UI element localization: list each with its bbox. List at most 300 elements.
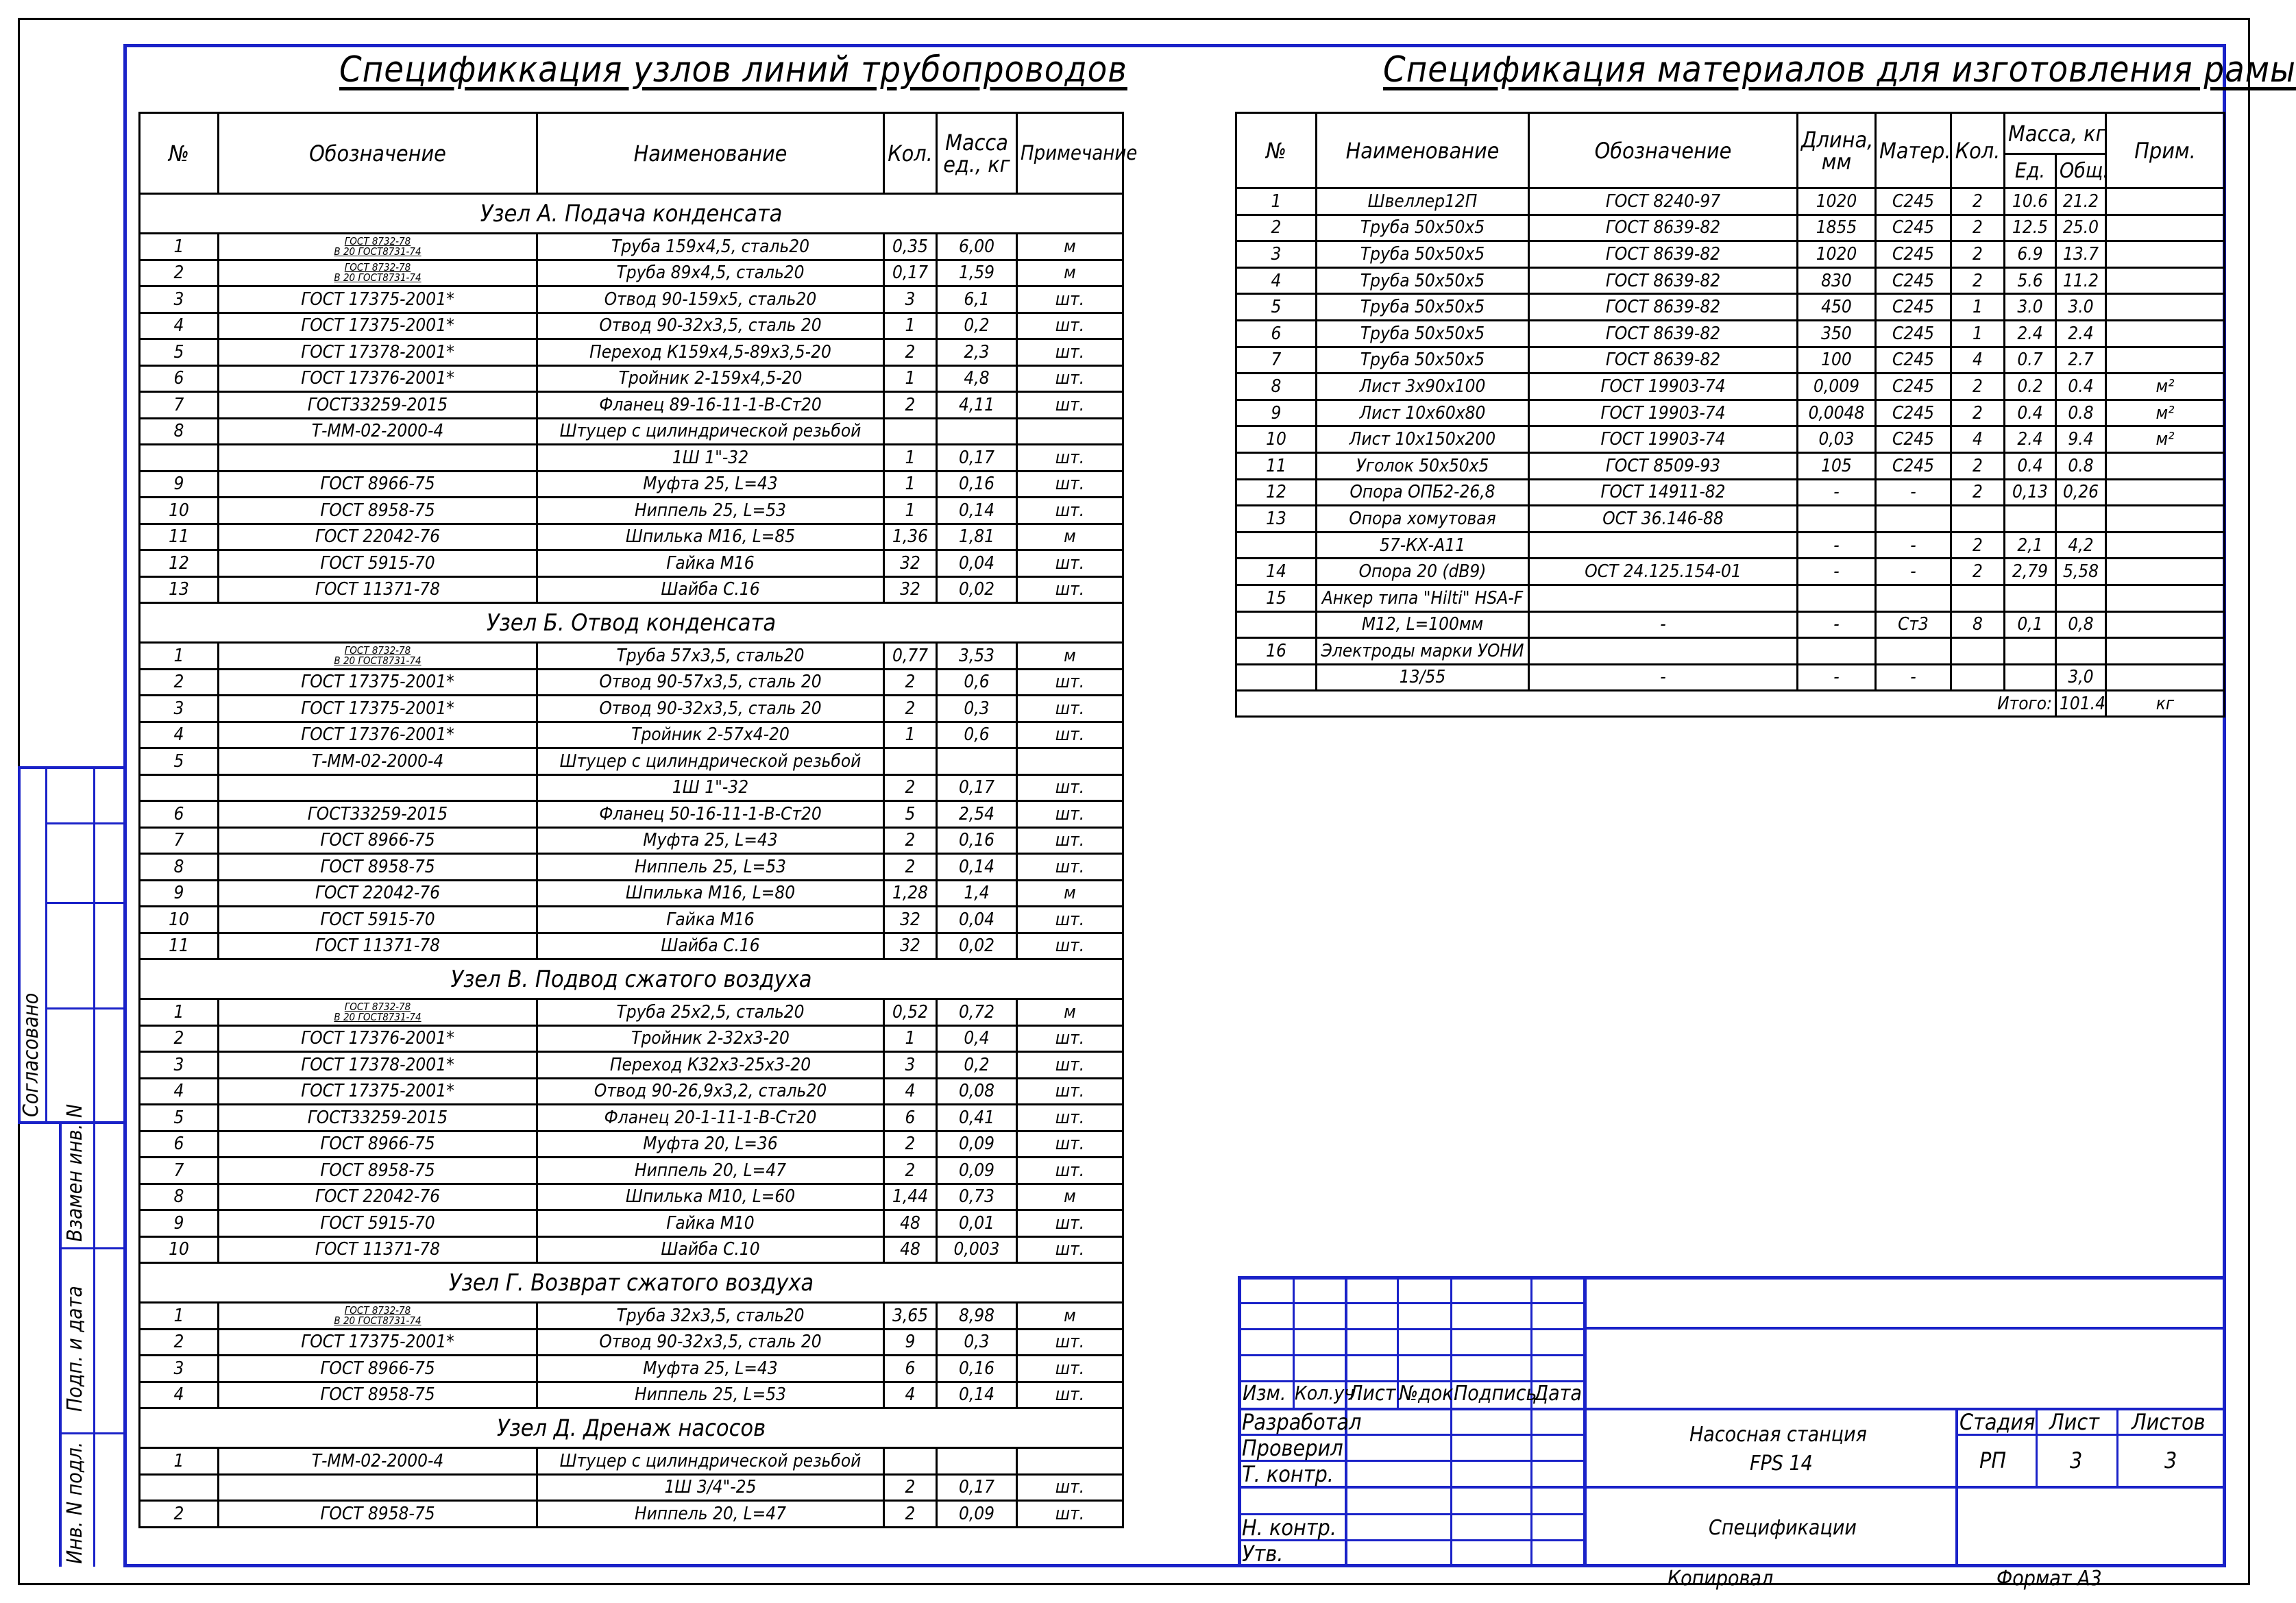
left-header-row bbox=[140, 113, 1123, 194]
row-num: 9 bbox=[140, 880, 219, 907]
row-num: 11 bbox=[1236, 452, 1317, 479]
table-row bbox=[140, 339, 1123, 366]
row-mass-unit: 5.6 bbox=[2005, 267, 2056, 294]
table-row bbox=[1236, 559, 2225, 585]
row-name: Ниппель 20, L=47 bbox=[537, 1501, 884, 1528]
row-mass: 0,3 bbox=[937, 1329, 1017, 1356]
row-num: 14 bbox=[1236, 559, 1317, 585]
row-name: Муфта 25, L=43 bbox=[537, 471, 884, 498]
row-designation: Т-ММ-02-2000-4 bbox=[219, 1448, 537, 1475]
row-name: Ниппель 25, L=53 bbox=[537, 1382, 884, 1408]
row-mass-total: 2.4 bbox=[2056, 320, 2106, 347]
row-name: Тройник 2-57x4-20 bbox=[537, 722, 884, 748]
table-row bbox=[1236, 400, 2225, 426]
row-length bbox=[1798, 638, 1876, 665]
row-num: 3 bbox=[140, 696, 219, 722]
row-mass: 1,4 bbox=[937, 880, 1017, 907]
row-note: шт. bbox=[1017, 392, 1123, 419]
table-row bbox=[1236, 585, 2225, 611]
row-num: 12 bbox=[140, 550, 219, 577]
table-row bbox=[140, 1474, 1123, 1501]
table-row bbox=[140, 801, 1123, 828]
stamp-format: Формат А3 bbox=[1996, 1567, 2102, 1591]
row-note bbox=[1017, 1448, 1123, 1475]
row-qty: 0,52 bbox=[884, 999, 937, 1026]
row-mass-unit: 0.4 bbox=[2005, 452, 2056, 479]
row-length: - bbox=[1798, 611, 1876, 638]
table-row bbox=[1236, 611, 2225, 638]
table-row bbox=[140, 313, 1123, 339]
row-num: 1 bbox=[140, 1303, 219, 1330]
row-mass: 0,16 bbox=[937, 1356, 1017, 1382]
row-note: м bbox=[1017, 643, 1123, 670]
row-name: Гайка М10 bbox=[537, 1210, 884, 1237]
row-mass: 0,73 bbox=[937, 1184, 1017, 1210]
row-mass-total: 3,0 bbox=[2056, 664, 2106, 691]
row-name: Переход К159x4,5-89x3,5-20 bbox=[537, 339, 884, 366]
row-designation bbox=[219, 1474, 537, 1501]
table-row bbox=[140, 643, 1123, 670]
row-num: 4 bbox=[140, 313, 219, 339]
row-mass: 0,17 bbox=[937, 445, 1017, 472]
row-mass-unit: 12.5 bbox=[2005, 215, 2056, 241]
row-num: 1 bbox=[140, 1448, 219, 1475]
row-qty: 2 bbox=[1951, 374, 2005, 400]
section-title: Узел Г. Возврат сжатого воздуха bbox=[140, 1263, 1123, 1303]
right-hdr-mass-total: Общ. bbox=[2056, 154, 2106, 188]
row-name: Труба 89x4,5, сталь20 bbox=[537, 260, 884, 286]
row-num: 9 bbox=[1236, 400, 1317, 426]
row-note: шт. bbox=[1017, 365, 1123, 392]
row-note: шт. bbox=[1017, 907, 1123, 933]
row-name: Муфта 25, L=43 bbox=[537, 827, 884, 854]
row-mass: 0,14 bbox=[937, 498, 1017, 524]
row-qty: 1 bbox=[884, 445, 937, 472]
row-designation: ГОСТ 17375-2001* bbox=[219, 669, 537, 696]
row-name: Муфта 20, L=36 bbox=[537, 1131, 884, 1158]
table-row bbox=[140, 286, 1123, 313]
row-mass bbox=[937, 748, 1017, 775]
row-qty: 2 bbox=[1951, 479, 2005, 506]
row-note bbox=[2106, 585, 2225, 611]
row-qty: 2 bbox=[884, 827, 937, 854]
row-num: 2 bbox=[140, 1329, 219, 1356]
row-num bbox=[140, 774, 219, 801]
row-mass-total: 21.2 bbox=[2056, 188, 2106, 215]
row-note bbox=[2106, 559, 2225, 585]
row-material: С245 bbox=[1876, 374, 1951, 400]
row-length: 1020 bbox=[1798, 241, 1876, 268]
row-mass bbox=[937, 1448, 1017, 1475]
row-mass: 0,6 bbox=[937, 722, 1017, 748]
row-length: 450 bbox=[1798, 294, 1876, 321]
frame-materials-table bbox=[1235, 112, 2225, 718]
row-note bbox=[1017, 748, 1123, 775]
row-designation: ГОСТ 11371-78 bbox=[219, 1236, 537, 1263]
row-mass: 0,09 bbox=[937, 1501, 1017, 1528]
row-note: шт. bbox=[1017, 445, 1123, 472]
table-row bbox=[1236, 267, 2225, 294]
section-row bbox=[140, 194, 1123, 234]
section-row bbox=[140, 603, 1123, 643]
table-row bbox=[140, 1382, 1123, 1408]
row-mass-total: 25.0 bbox=[2056, 215, 2106, 241]
row-name: Шайба С.16 bbox=[537, 576, 884, 603]
row-num: 10 bbox=[140, 498, 219, 524]
row-designation: ГОСТ 8966-75 bbox=[219, 1131, 537, 1158]
row-note bbox=[2106, 267, 2225, 294]
row-note bbox=[2106, 215, 2225, 241]
row-qty bbox=[884, 748, 937, 775]
row-num: 6 bbox=[140, 365, 219, 392]
stamp-sheet-value: 3 bbox=[2070, 1447, 2083, 1473]
side-inv-orig: Инв. N подл. bbox=[63, 1441, 87, 1564]
row-length: 0,0048 bbox=[1798, 400, 1876, 426]
table-row bbox=[140, 907, 1123, 933]
row-note: шт. bbox=[1017, 1501, 1123, 1528]
row-mass-unit: 2.4 bbox=[2005, 426, 2056, 453]
row-designation: ГОСТ 11371-78 bbox=[219, 576, 537, 603]
row-name: Опора ОПБ2-26,8 bbox=[1317, 479, 1529, 506]
row-name: Отвод 90-32x3,5, сталь 20 bbox=[537, 313, 884, 339]
row-num: 8 bbox=[140, 854, 219, 881]
designation-line1: ГОСТ 8732-78 bbox=[344, 261, 411, 274]
right-hdr-material: Матер. bbox=[1876, 113, 1951, 188]
row-mass-total: 3.0 bbox=[2056, 294, 2106, 321]
table-row bbox=[140, 524, 1123, 550]
table-row bbox=[1236, 532, 2225, 559]
table-row bbox=[140, 1236, 1123, 1263]
table-row bbox=[140, 498, 1123, 524]
row-designation: ГОСТ 8639-82 bbox=[1529, 241, 1798, 268]
row-note bbox=[2106, 664, 2225, 691]
row-name: Электроды марки УОНИ bbox=[1317, 638, 1529, 665]
row-designation bbox=[219, 999, 537, 1026]
row-qty: 3 bbox=[884, 1052, 937, 1079]
row-mass-unit: 10.6 bbox=[2005, 188, 2056, 215]
row-mass-total: 0,8 bbox=[2056, 611, 2106, 638]
table-row bbox=[140, 1303, 1123, 1330]
table-row bbox=[1236, 294, 2225, 321]
row-qty: 1 bbox=[1951, 294, 2005, 321]
row-name: Труба 50x50x5 bbox=[1317, 215, 1529, 241]
row-qty: 2 bbox=[1951, 241, 2005, 268]
row-qty: 4 bbox=[884, 1382, 937, 1408]
row-num: 3 bbox=[140, 286, 219, 313]
row-designation: ГОСТ 17376-2001* bbox=[219, 365, 537, 392]
row-name: Опора хомутовая bbox=[1317, 506, 1529, 533]
row-qty: 48 bbox=[884, 1236, 937, 1263]
row-num: 6 bbox=[140, 801, 219, 828]
row-name: Ниппель 20, L=47 bbox=[537, 1158, 884, 1184]
row-note: шт. bbox=[1017, 1210, 1123, 1237]
row-designation: ГОСТ 22042-76 bbox=[219, 1184, 537, 1210]
row-designation: ГОСТ 17376-2001* bbox=[219, 722, 537, 748]
row-num: 2 bbox=[140, 1025, 219, 1052]
row-qty bbox=[1951, 585, 2005, 611]
row-designation: ГОСТ 8958-75 bbox=[219, 498, 537, 524]
row-mass-total: 13.7 bbox=[2056, 241, 2106, 268]
row-note: шт. bbox=[1017, 313, 1123, 339]
row-qty: 9 bbox=[884, 1329, 937, 1356]
row-note: шт. bbox=[1017, 1474, 1123, 1501]
row-mass: 0,08 bbox=[937, 1078, 1017, 1105]
row-num: 3 bbox=[140, 1052, 219, 1079]
row-mass: 2,3 bbox=[937, 339, 1017, 366]
row-note bbox=[2106, 452, 2225, 479]
row-designation: ГОСТ 22042-76 bbox=[219, 524, 537, 550]
row-note: шт. bbox=[1017, 1158, 1123, 1184]
row-note: шт. bbox=[1017, 550, 1123, 577]
table-row bbox=[1236, 241, 2225, 268]
row-designation: ГОСТ 8966-75 bbox=[219, 827, 537, 854]
row-mass: 4,11 bbox=[937, 392, 1017, 419]
row-mass-unit: 2,79 bbox=[2005, 559, 2056, 585]
table-row bbox=[140, 933, 1123, 959]
row-qty: 2 bbox=[884, 392, 937, 419]
row-length bbox=[1798, 585, 1876, 611]
right-hdr-num: № bbox=[1236, 113, 1317, 188]
row-material: - bbox=[1876, 559, 1951, 585]
row-designation: - bbox=[1529, 611, 1798, 638]
right-hdr-name: Наименование bbox=[1317, 113, 1529, 188]
row-num: 7 bbox=[140, 827, 219, 854]
row-mass-total bbox=[2056, 638, 2106, 665]
table-row bbox=[1236, 479, 2225, 506]
row-note: шт. bbox=[1017, 471, 1123, 498]
row-designation: ГОСТ 17378-2001* bbox=[219, 1052, 537, 1079]
row-length: - bbox=[1798, 664, 1876, 691]
row-mass: 0,14 bbox=[937, 1382, 1017, 1408]
row-qty: 2 bbox=[1951, 400, 2005, 426]
row-designation: Т-ММ-02-2000-4 bbox=[219, 748, 537, 775]
row-name: Ниппель 25, L=53 bbox=[537, 498, 884, 524]
table-row bbox=[140, 1448, 1123, 1475]
table-row bbox=[1236, 215, 2225, 241]
row-mass-unit: 2.4 bbox=[2005, 320, 2056, 347]
row-length: - bbox=[1798, 479, 1876, 506]
section-title: Узел Д. Дренаж насосов bbox=[140, 1408, 1123, 1448]
row-name: Труба 50x50x5 bbox=[1317, 347, 1529, 374]
row-note: шт. bbox=[1017, 1052, 1123, 1079]
row-mass: 6,00 bbox=[937, 234, 1017, 260]
table-row bbox=[140, 774, 1123, 801]
row-material: С245 bbox=[1876, 400, 1951, 426]
row-qty bbox=[1951, 506, 2005, 533]
row-name: 57-КХ-А11 bbox=[1317, 532, 1529, 559]
row-note bbox=[2106, 347, 2225, 374]
designation-line1: ГОСТ 8732-78 bbox=[344, 234, 411, 247]
section-title: Узел В. Подвод сжатого воздуха bbox=[140, 959, 1123, 999]
row-qty: 1,36 bbox=[884, 524, 937, 550]
row-note: м² bbox=[2106, 374, 2225, 400]
row-designation: ГОСТ 17378-2001* bbox=[219, 339, 537, 366]
row-qty: 0,17 bbox=[884, 260, 937, 286]
row-name: Труба 32x3,5, сталь20 bbox=[537, 1303, 884, 1330]
row-name: Тройник 2-159x4,5-20 bbox=[537, 365, 884, 392]
row-qty: 4 bbox=[1951, 347, 2005, 374]
table-row bbox=[140, 854, 1123, 881]
row-num: 2 bbox=[140, 260, 219, 286]
row-note bbox=[2106, 320, 2225, 347]
row-mass-total: 0,26 bbox=[2056, 479, 2106, 506]
row-num: 1 bbox=[140, 234, 219, 260]
row-num: 4 bbox=[140, 1382, 219, 1408]
row-num bbox=[1236, 532, 1317, 559]
row-qty: 1 bbox=[884, 1025, 937, 1052]
row-material bbox=[1876, 638, 1951, 665]
row-name: М12, L=100мм bbox=[1317, 611, 1529, 638]
row-num: 9 bbox=[140, 1210, 219, 1237]
row-qty: 2 bbox=[884, 1501, 937, 1528]
row-qty: 32 bbox=[884, 933, 937, 959]
row-qty: 4 bbox=[884, 1078, 937, 1105]
row-designation bbox=[219, 234, 537, 260]
row-name: Отвод 90-57x3,5, сталь 20 bbox=[537, 669, 884, 696]
table-row bbox=[140, 418, 1123, 445]
row-num: 11 bbox=[140, 933, 219, 959]
row-name: Швеллер12П bbox=[1317, 188, 1529, 215]
row-designation: ГОСТ 17375-2001* bbox=[219, 286, 537, 313]
row-name: Лист 3x90x100 bbox=[1317, 374, 1529, 400]
stamp-col-list: Лист bbox=[1349, 1382, 1396, 1406]
row-name: Фланец 89-16-11-1-В-Ст20 bbox=[537, 392, 884, 419]
row-designation: ГОСТ 8966-75 bbox=[219, 471, 537, 498]
row-qty: 32 bbox=[884, 907, 937, 933]
row-designation: ГОСТ33259-2015 bbox=[219, 1105, 537, 1131]
row-num: 6 bbox=[1236, 320, 1317, 347]
row-designation bbox=[1529, 585, 1798, 611]
row-designation: ГОСТ 8639-82 bbox=[1529, 267, 1798, 294]
row-name: Гайка М16 bbox=[537, 907, 884, 933]
stamp-stage-label: Стадия bbox=[1959, 1409, 2036, 1435]
row-designation: ГОСТ 17376-2001* bbox=[219, 1025, 537, 1052]
row-qty: 6 bbox=[884, 1105, 937, 1131]
row-note: м bbox=[1017, 999, 1123, 1026]
row-qty: 1 bbox=[884, 313, 937, 339]
total-unit: кг bbox=[2106, 691, 2225, 717]
row-length: 105 bbox=[1798, 452, 1876, 479]
right-title: Спецификация материалов для изготовления рамы bbox=[1383, 49, 2296, 90]
row-mass: 0,09 bbox=[937, 1131, 1017, 1158]
row-designation: ГОСТ 19903-74 bbox=[1529, 400, 1798, 426]
total-label: Итого: bbox=[1236, 691, 2056, 717]
row-mass: 0,17 bbox=[937, 774, 1017, 801]
row-qty: 32 bbox=[884, 576, 937, 603]
table-row bbox=[140, 1210, 1123, 1237]
left-hdr-num: № bbox=[140, 113, 219, 194]
total-value: 101.4 bbox=[2056, 691, 2106, 717]
row-length: 1020 bbox=[1798, 188, 1876, 215]
row-note bbox=[2106, 611, 2225, 638]
row-name: Опора 20 (dB9) bbox=[1317, 559, 1529, 585]
row-name: Лист 10x60x80 bbox=[1317, 400, 1529, 426]
row-designation: ГОСТ 8509-93 bbox=[1529, 452, 1798, 479]
row-material: - bbox=[1876, 532, 1951, 559]
row-material: - bbox=[1876, 664, 1951, 691]
row-mass-unit: 0.4 bbox=[2005, 400, 2056, 426]
row-qty: 1 bbox=[884, 471, 937, 498]
table-row bbox=[1236, 664, 2225, 691]
row-qty: 2 bbox=[1951, 452, 2005, 479]
table-row bbox=[1236, 188, 2225, 215]
row-note: шт. bbox=[1017, 1078, 1123, 1105]
row-material: С245 bbox=[1876, 320, 1951, 347]
table-row bbox=[140, 748, 1123, 775]
stamp-sheets-value: 3 bbox=[2164, 1447, 2177, 1473]
row-length: 350 bbox=[1798, 320, 1876, 347]
row-name: Труба 50x50x5 bbox=[1317, 320, 1529, 347]
row-mass: 0,16 bbox=[937, 471, 1017, 498]
left-hdr-designation: Обозначение bbox=[219, 113, 537, 194]
row-designation: - bbox=[1529, 664, 1798, 691]
row-num: 12 bbox=[1236, 479, 1317, 506]
row-material: - bbox=[1876, 479, 1951, 506]
left-hdr-name: Наименование bbox=[537, 113, 884, 194]
table-row bbox=[1236, 426, 2225, 453]
designation-line1: ГОСТ 8732-78 bbox=[344, 1000, 411, 1013]
row-name: Анкер типа "Hilti" HSA-F bbox=[1317, 585, 1529, 611]
row-num: 3 bbox=[1236, 241, 1317, 268]
row-designation: ОСТ 36.146-88 bbox=[1529, 506, 1798, 533]
row-note: шт. bbox=[1017, 722, 1123, 748]
row-name: Фланец 20-1-11-1-В-Ст20 bbox=[537, 1105, 884, 1131]
side-sign-date: Подп. и дата bbox=[63, 1286, 87, 1412]
row-mass: 0,09 bbox=[937, 1158, 1017, 1184]
row-qty: 2 bbox=[884, 854, 937, 881]
row-name: Труба 50x50x5 bbox=[1317, 267, 1529, 294]
row-name: Отвод 90-32x3,5, сталь 20 bbox=[537, 696, 884, 722]
row-designation: ГОСТ 8958-75 bbox=[219, 1158, 537, 1184]
row-mass-unit: 0.7 bbox=[2005, 347, 2056, 374]
designation-line2: В 20 ГОСТ8731-74 bbox=[334, 1314, 422, 1327]
row-mass: 0,4 bbox=[937, 1025, 1017, 1052]
row-designation bbox=[219, 774, 537, 801]
row-qty: 2 bbox=[884, 339, 937, 366]
row-mass: 6,1 bbox=[937, 286, 1017, 313]
designation-line2: В 20 ГОСТ8731-74 bbox=[334, 1010, 422, 1023]
left-title: Спецификкация узлов линий трубопроводов bbox=[339, 49, 1127, 90]
row-num: 5 bbox=[140, 339, 219, 366]
row-designation: ГОСТ 8958-75 bbox=[219, 854, 537, 881]
row-designation: ОСТ 24.125.154-01 bbox=[1529, 559, 1798, 585]
row-note: шт. bbox=[1017, 1236, 1123, 1263]
table-row bbox=[140, 696, 1123, 722]
row-name: Штуцер с цилиндрической резьбой bbox=[537, 1448, 884, 1475]
row-mass: 0,3 bbox=[937, 696, 1017, 722]
row-mass-unit bbox=[2005, 664, 2056, 691]
row-note bbox=[2106, 479, 2225, 506]
row-designation bbox=[1529, 638, 1798, 665]
row-num: 3 bbox=[140, 1356, 219, 1382]
row-material: С245 bbox=[1876, 294, 1951, 321]
row-qty: 6 bbox=[884, 1356, 937, 1382]
table-row bbox=[1236, 320, 2225, 347]
row-name: Труба 50x50x5 bbox=[1317, 241, 1529, 268]
row-qty: 2 bbox=[1951, 532, 2005, 559]
row-material: С245 bbox=[1876, 426, 1951, 453]
row-note: м bbox=[1017, 234, 1123, 260]
row-note: шт. bbox=[1017, 669, 1123, 696]
row-mass: 0,02 bbox=[937, 933, 1017, 959]
table-row bbox=[1236, 452, 2225, 479]
row-name: Уголок 50x50x5 bbox=[1317, 452, 1529, 479]
row-mass-unit bbox=[2005, 638, 2056, 665]
row-num: 1 bbox=[140, 643, 219, 670]
row-mass: 0,04 bbox=[937, 907, 1017, 933]
row-num bbox=[1236, 664, 1317, 691]
row-qty: 2 bbox=[1951, 559, 2005, 585]
